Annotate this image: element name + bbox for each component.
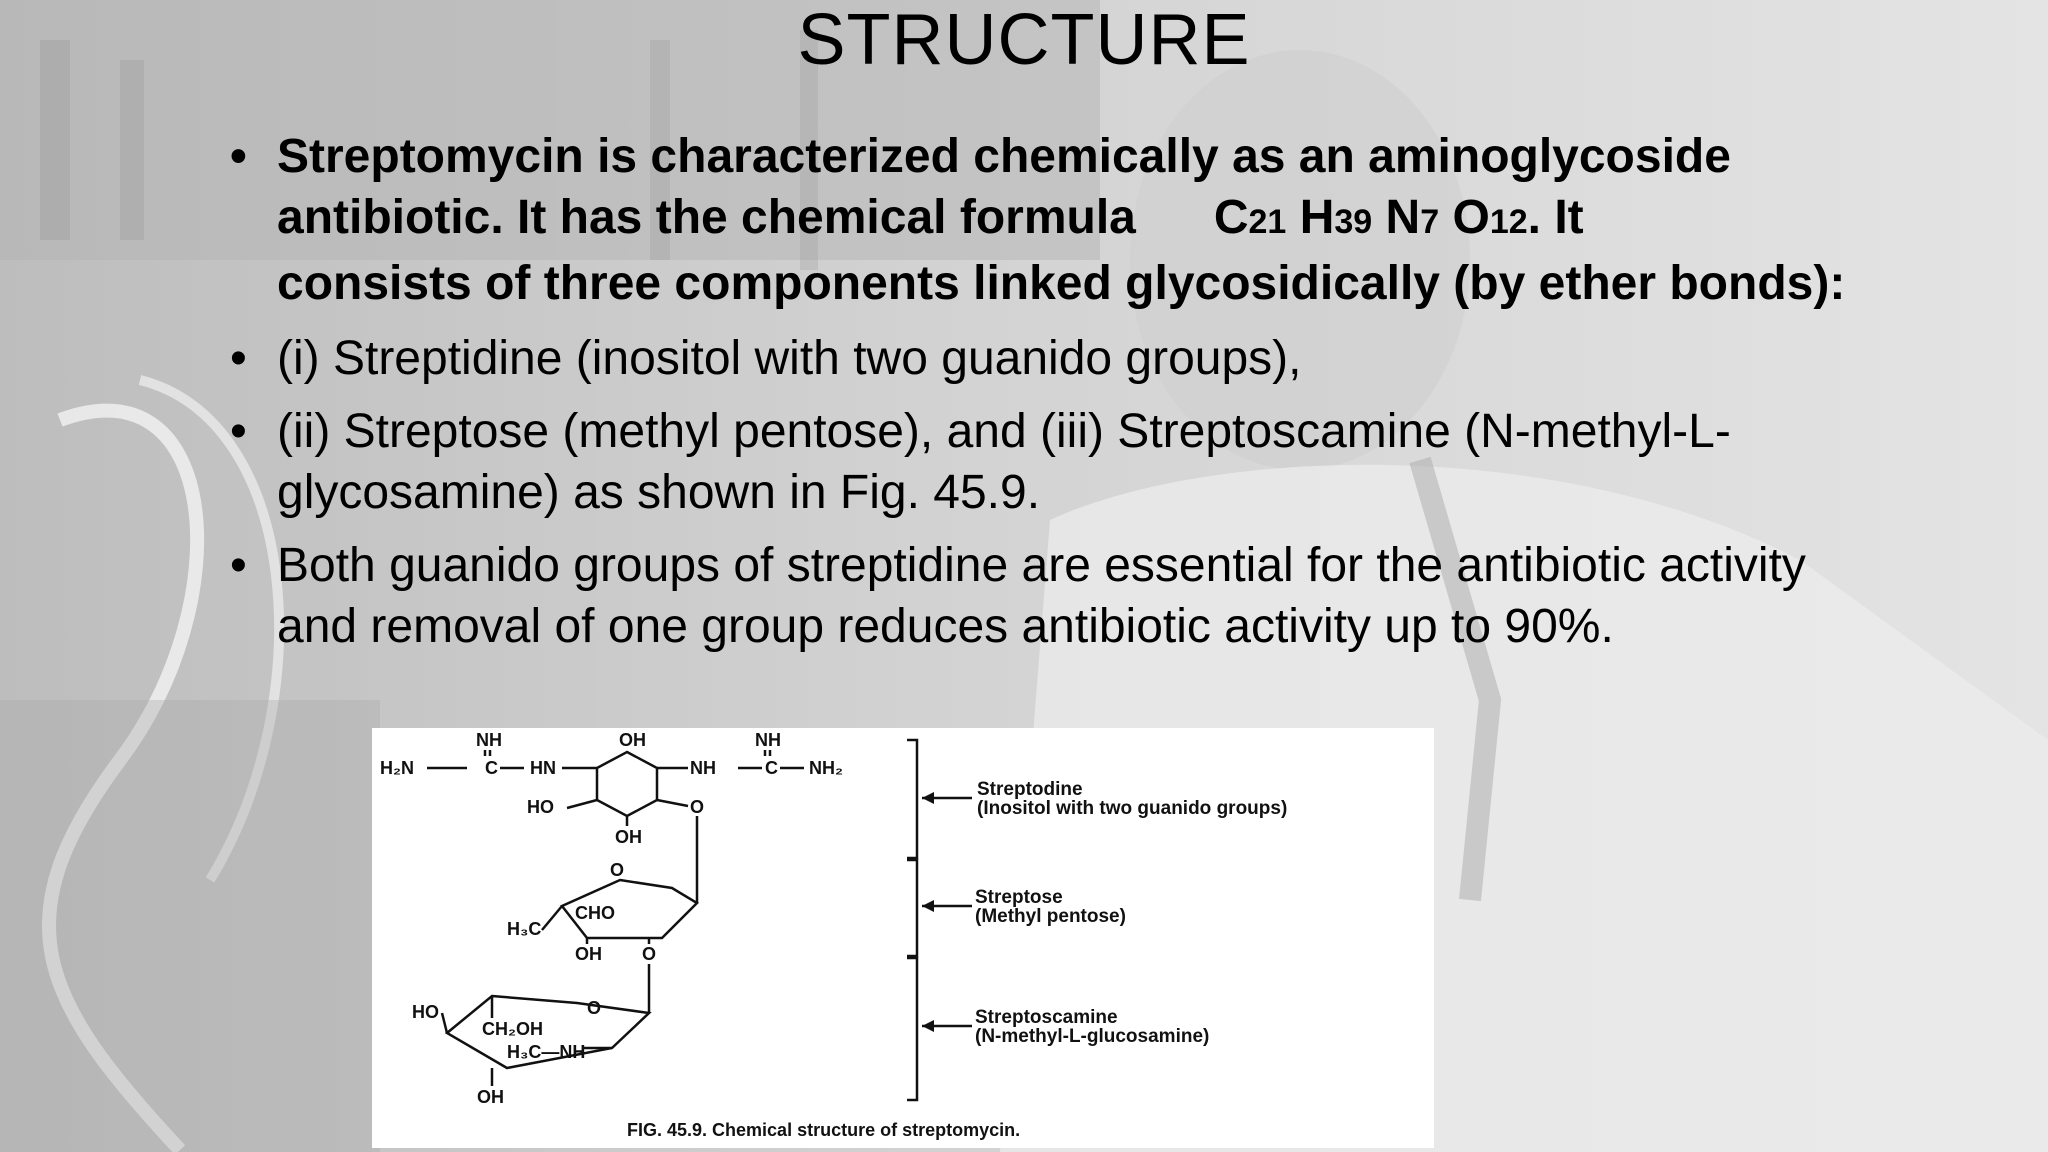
bullet-item-overview: • Streptomycin is characterized chemically as an aminoglycoside antibiotic. It has the chemical formula C21 H39 N7 O12. It consists of three components linked glycosidically (by ether bonds): (230, 126, 1890, 314)
label-o-link1: O (690, 797, 705, 817)
bullet1-line2: antibiotic. It has the chemical formula (277, 191, 1136, 244)
component-streptose-name: Streptose (975, 887, 1063, 908)
label-c-left: C (485, 758, 498, 778)
label-o-streptose: O (610, 860, 625, 880)
streptomycin-structure-diagram (372, 728, 1434, 1148)
label-nh-left: NH (476, 730, 502, 750)
chemical-formula: C21 H39 N7 O12 (1213, 191, 1528, 244)
bullet-item-streptose: • (ii) Streptose (methyl pentose), and (iii) Streptoscamine (N-methyl-L-glycosamine) as shown in Fig. 45.9. (230, 401, 1890, 523)
label-nh-ring: NH (690, 758, 716, 778)
label-oh-streptose: OH (575, 944, 602, 964)
component-streptose-desc: (Methyl pentose) (975, 906, 1126, 927)
bullet1-line1: Streptomycin is characterized chemically as an aminoglycoside (277, 130, 1731, 183)
label-h3c-streptose: H₃C (507, 919, 542, 939)
label-oh-top: OH (619, 730, 646, 750)
label-ch2oh: CH₂OH (482, 1019, 543, 1039)
label-nh-right: NH (755, 730, 781, 750)
component-streptoscamine-desc: (N-methyl-L-glucosamine) (975, 1026, 1210, 1047)
label-o-glucosamine: O (587, 998, 602, 1018)
label-cho: CHO (575, 903, 615, 923)
label-oh-glucosamine: OH (477, 1087, 504, 1107)
label-nh2: NH₂ (809, 758, 843, 778)
label-hn: HN (530, 758, 556, 778)
bullet1-line3: consists of three components linked glycosidically (by ether bonds): (277, 257, 1846, 310)
label-c-right: C (765, 758, 778, 778)
structure-figure (372, 728, 1434, 1148)
component-streptodine-desc: (Inositol with two guanido groups) (977, 798, 1288, 819)
figure-caption: FIG. 45.9. Chemical structure of streptomycin. (627, 1120, 1021, 1140)
bullet-item-streptidine: • (i) Streptidine (inositol with two guanido groups), (230, 328, 1890, 389)
component-streptoscamine-name: Streptoscamine (975, 1007, 1118, 1028)
label-oh-bottom: OH (615, 827, 642, 847)
label-h2n: H₂N (380, 758, 414, 778)
label-h3c-nh: H₃C—NH (507, 1042, 586, 1062)
bullet-list (230, 126, 1890, 669)
label-o-link2: O (642, 944, 657, 964)
label-ho-ring: HO (527, 797, 554, 817)
component-streptodine-name: Streptodine (977, 779, 1083, 800)
bullet-item-guanido: • Both guanido groups of streptidine are essential for the antibiotic activity and removal of one group reduces antibiotic activity up to 90%. (230, 535, 1890, 657)
slide-title: STRUCTURE (797, 0, 1251, 80)
label-ho-glucosamine: HO (412, 1002, 439, 1022)
